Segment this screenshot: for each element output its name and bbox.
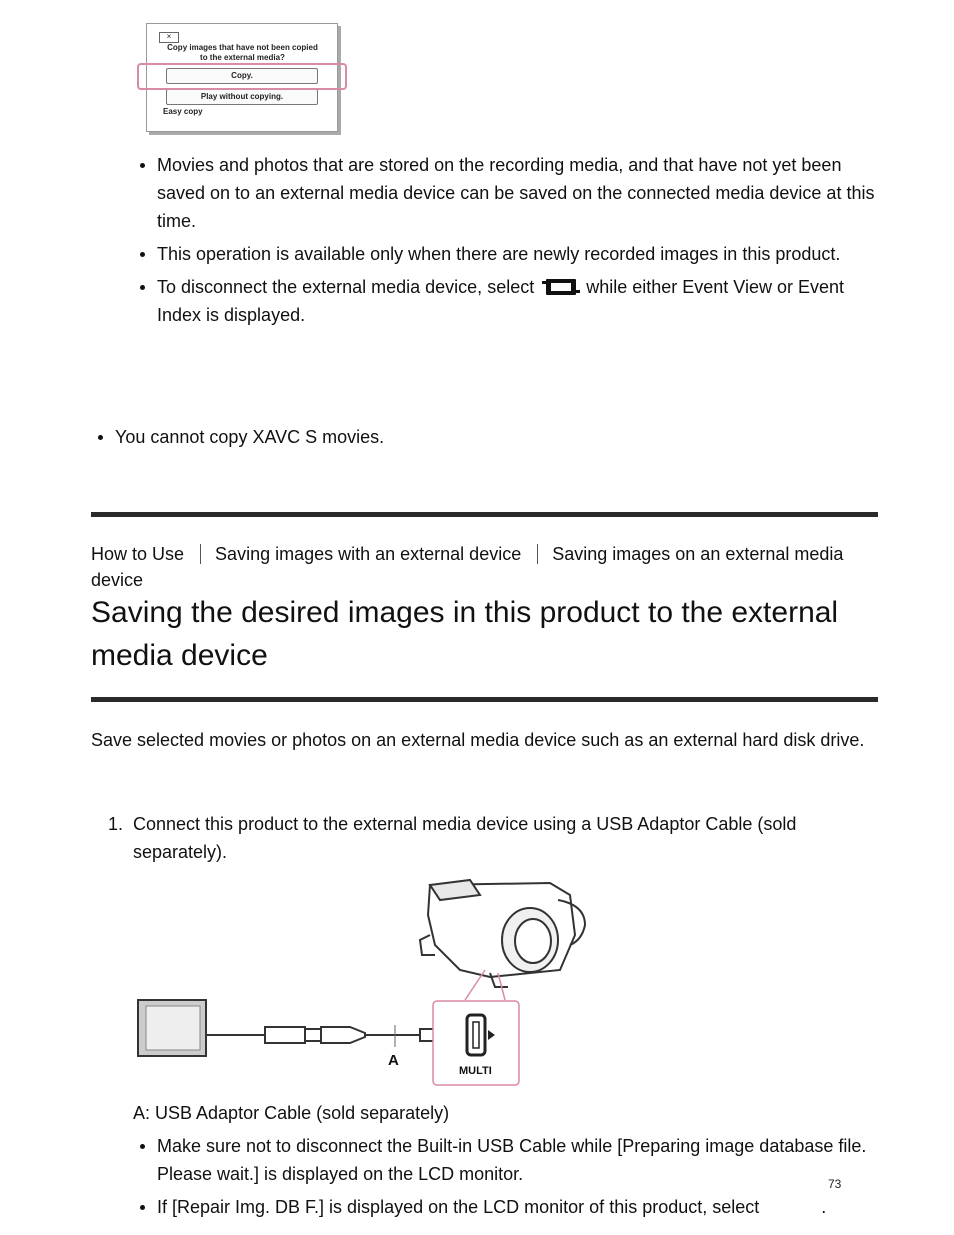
- step-text: Connect this product to the external media device using a USB Adaptor Cable (sold separately).: [133, 814, 797, 862]
- breadcrumb: [91, 541, 891, 593]
- list-item: Movies and photos that are stored on the recording media, and that have not yet been saved on to an external media device can be saved on the connected media device at this time.: [133, 151, 883, 235]
- camcorder-icon: [420, 880, 585, 987]
- breadcrumb-separator: [537, 544, 538, 564]
- label-a: A: [388, 1052, 399, 1069]
- dialog-footer-label: Easy copy: [163, 107, 203, 116]
- intro-paragraph: Save selected movies or photos on an external media device such as an external hard disk drive.: [91, 730, 865, 750]
- note-list: [91, 423, 871, 451]
- external-hard-disk-icon: [138, 1000, 206, 1056]
- section-divider-bottom: [91, 697, 878, 702]
- disconnect-text-before: To disconnect the external media device, select: [157, 277, 535, 297]
- bottom-bullet-list: [133, 1132, 873, 1221]
- list-item: Make sure not to disconnect the Built-in USB Cable while [Preparing image database file. Please wait.] is displayed on the LCD monitor.: [133, 1132, 873, 1188]
- dialog-close-icon: ×: [159, 32, 179, 43]
- copy-button-highlight: [137, 63, 347, 90]
- disconnect-text-after: while either Event View or Event Index is displayed.: [157, 277, 845, 325]
- step-item: [108, 810, 878, 866]
- breadcrumb-saving-external-device[interactable]: Saving images with an external device: [215, 544, 522, 564]
- list-item: [133, 1193, 873, 1221]
- dialog-copy-button: Copy.: [166, 68, 318, 84]
- section-divider-top: [91, 512, 878, 517]
- breadcrumb-separator: [200, 544, 201, 564]
- figure-caption: A: USB Adaptor Cable (sold separately): [133, 1103, 450, 1123]
- breadcrumb-saving-external-media[interactable]: Saving images on an external media device: [91, 544, 844, 590]
- dialog-message: Copy images that have not been copied to the external media?: [167, 43, 318, 62]
- breadcrumb-how-to-use[interactable]: How to Use: [91, 544, 185, 564]
- list-item: You cannot copy XAVC S movies.: [91, 423, 871, 451]
- multi-port-label: MULTI: [459, 1065, 492, 1077]
- page-number: 73: [828, 1177, 842, 1191]
- connection-diagram: [130, 875, 600, 1090]
- repair-db-tail: .: [821, 1197, 827, 1217]
- repair-db-text: If [Repair Img. DB F.] is displayed on the LCD monitor of this product, select: [157, 1197, 760, 1217]
- dialog-play-without-copying-button: Play without copying.: [166, 89, 318, 105]
- list-item: This operation is available only when there are newly recorded images in this product.: [133, 240, 883, 268]
- top-bullet-list: [133, 151, 883, 329]
- usb-adaptor-cable-icon: [206, 1025, 450, 1047]
- page-title: Saving the desired images in this product to the external media device: [91, 596, 839, 672]
- step-number: 1.: [108, 814, 124, 834]
- return-icon: [542, 275, 580, 299]
- list-item-disconnect: [133, 273, 883, 329]
